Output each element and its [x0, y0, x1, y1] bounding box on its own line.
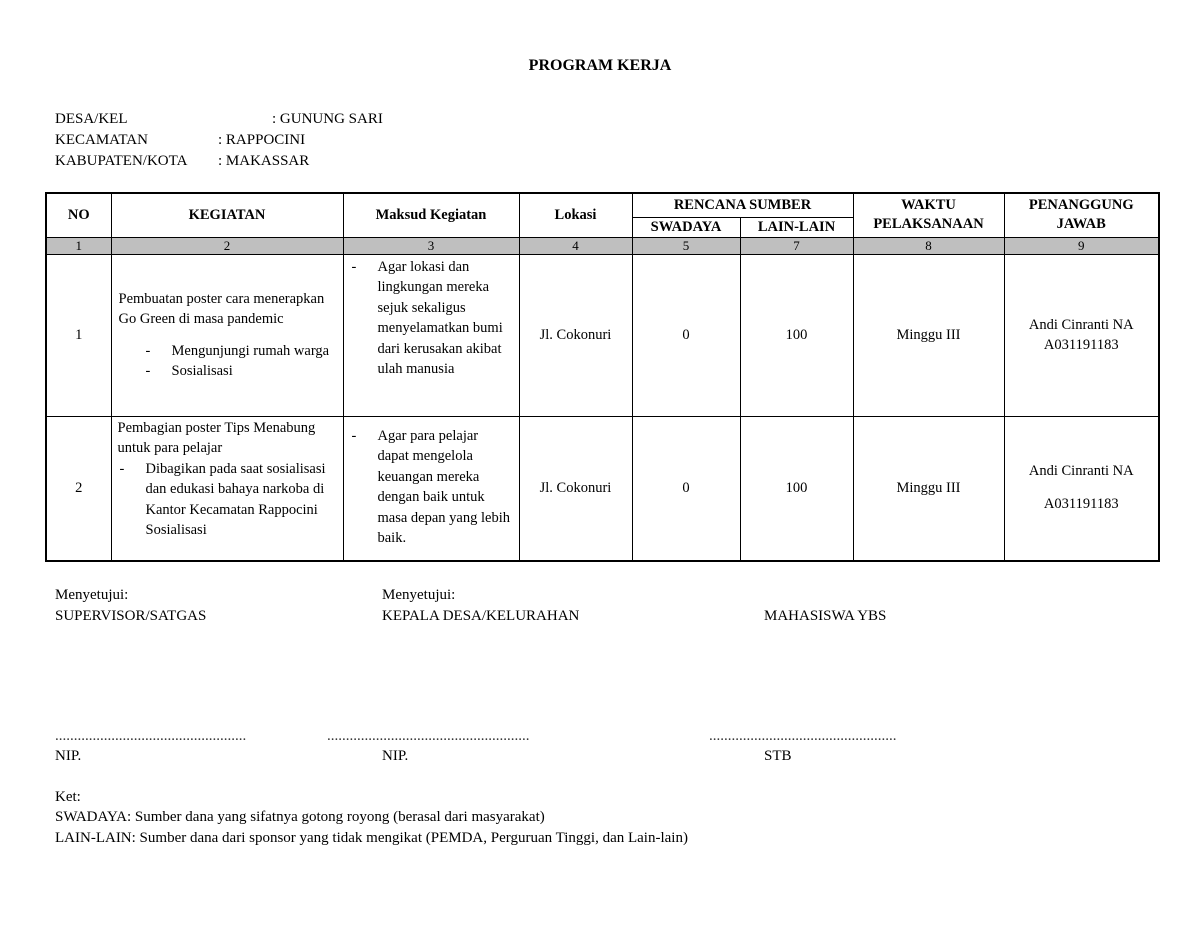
approval-label-supervisor: Menyetujui:: [55, 587, 129, 603]
program-table: [45, 192, 1160, 562]
row-no: 1: [46, 254, 111, 416]
page-title: PROGRAM KERJA: [528, 57, 672, 74]
signature-line-kepala-desa: ......................................................: [327, 728, 530, 744]
signatory-supervisor: SUPERVISOR/SATGAS: [55, 608, 207, 624]
list-item: - Agar para pelajar dapat mengelola keuangan mereka dengan baik untuk masa depan yang lebih baik.: [351, 427, 510, 546]
row-kegiatan: [111, 254, 343, 416]
row-kegiatan: [111, 416, 343, 561]
row-penanggung-jawab: [1004, 254, 1159, 416]
header-no: NO: [46, 193, 111, 237]
pj-name: Andi Cinranti NA: [1028, 463, 1134, 480]
info-value-kabupaten: : MAKASSAR: [218, 153, 310, 169]
row-swadaya: 0: [632, 416, 740, 561]
column-number: 7: [740, 237, 853, 254]
row-waktu: Minggu III: [853, 254, 1004, 416]
kegiatan-list: [118, 341, 337, 382]
kegiatan-text: Pembagian poster Tips Menabung untuk para pelajar: [117, 419, 316, 456]
row-lain-lain: 100: [740, 416, 853, 561]
table-row: [46, 416, 1159, 561]
list-item: - Dibagikan pada saat sosialisasi dan edukasi bahaya narkoba di Kantor Kecamatan Rappocini Sosialisasi: [119, 460, 326, 538]
header-rencana-sumber: RENCANA SUMBER: [632, 193, 853, 217]
row-no: 2: [46, 416, 111, 561]
signatory-kepala-desa: KEPALA DESA/KELURAHAN: [382, 608, 580, 624]
nip-label-kepala-desa: NIP.: [382, 748, 409, 764]
signatory-mahasiswa: MAHASISWA YBS: [764, 608, 887, 624]
column-number: 4: [519, 237, 632, 254]
header-lokasi: Lokasi: [519, 193, 632, 237]
maksud-list: [350, 257, 513, 380]
row-maksud: [343, 254, 519, 416]
header-pj-line1: PENANGGUNG: [1028, 197, 1134, 214]
column-number: 5: [632, 237, 740, 254]
signature-line-supervisor: ...................................................: [55, 728, 247, 744]
row-lain-lain: 100: [740, 254, 853, 416]
row-lokasi: Jl. Cokonuri: [519, 416, 632, 561]
column-number: 2: [111, 237, 343, 254]
approval-label-kepala-desa: Menyetujui:: [382, 587, 456, 603]
maksud-list: [350, 426, 513, 549]
header-waktu-line1: WAKTU: [901, 197, 956, 214]
pj-id: A031191183: [1043, 496, 1119, 513]
header-lain-lain: LAIN-LAIN: [740, 217, 853, 237]
column-number-row: [46, 237, 1159, 254]
header-maksud: Maksud Kegiatan: [343, 193, 519, 237]
header-penanggung-jawab: [1004, 193, 1159, 237]
info-label-desa: DESA/KEL: [55, 111, 128, 127]
row-lokasi: Jl. Cokonuri: [519, 254, 632, 416]
header-pj-line2: JAWAB: [1056, 216, 1106, 233]
signature-line-mahasiswa: ..................................................: [709, 728, 897, 744]
note-swadaya: SWADAYA: Sumber dana yang sifatnya gotong royong (berasal dari masyarakat): [55, 809, 545, 825]
info-value-desa: : GUNUNG SARI: [272, 111, 383, 127]
header-kegiatan: KEGIATAN: [111, 193, 343, 237]
row-waktu: Minggu III: [853, 416, 1004, 561]
info-label-kecamatan: KECAMATAN: [55, 132, 148, 148]
stb-label-mahasiswa: STB: [764, 748, 792, 764]
list-item: - Sosialisasi: [145, 363, 233, 379]
note-lain-lain: LAIN-LAIN: Sumber dana dari sponsor yang tidak mengikat (PEMDA, Perguruan Tinggi, dan Lain-lain): [55, 830, 688, 846]
header-swadaya: SWADAYA: [632, 217, 740, 237]
pj-id: A031191183: [1043, 337, 1119, 353]
column-number: 9: [1004, 237, 1159, 254]
list-item: - Mengunjungi rumah warga: [145, 342, 330, 359]
row-penanggung-jawab: [1004, 416, 1159, 561]
column-number: 8: [853, 237, 1004, 254]
column-number: 1: [46, 237, 111, 254]
row-swadaya: 0: [632, 254, 740, 416]
info-label-kabupaten: KABUPATEN/KOTA: [55, 153, 188, 169]
list-item: - Agar lokasi dan lingkungan mereka sejuk sekaligus menyelamatkan bumi dari kerusakan akibat ulah manusia: [351, 258, 503, 377]
kegiatan-list: [118, 459, 337, 541]
row-maksud: [343, 416, 519, 561]
pj-name: Andi Cinranti NA: [1028, 316, 1134, 333]
nip-label-supervisor: NIP.: [55, 748, 82, 764]
kegiatan-text: Pembuatan poster cara menerapkan Go Green di masa pandemic: [118, 290, 325, 327]
header-waktu: [853, 193, 1004, 237]
column-number: 3: [343, 237, 519, 254]
info-value-kecamatan: : RAPPOCINI: [218, 132, 306, 148]
notes-heading: Ket:: [55, 789, 81, 805]
header-waktu-line2: PELAKSANAAN: [873, 216, 984, 233]
table-row: [46, 254, 1159, 416]
